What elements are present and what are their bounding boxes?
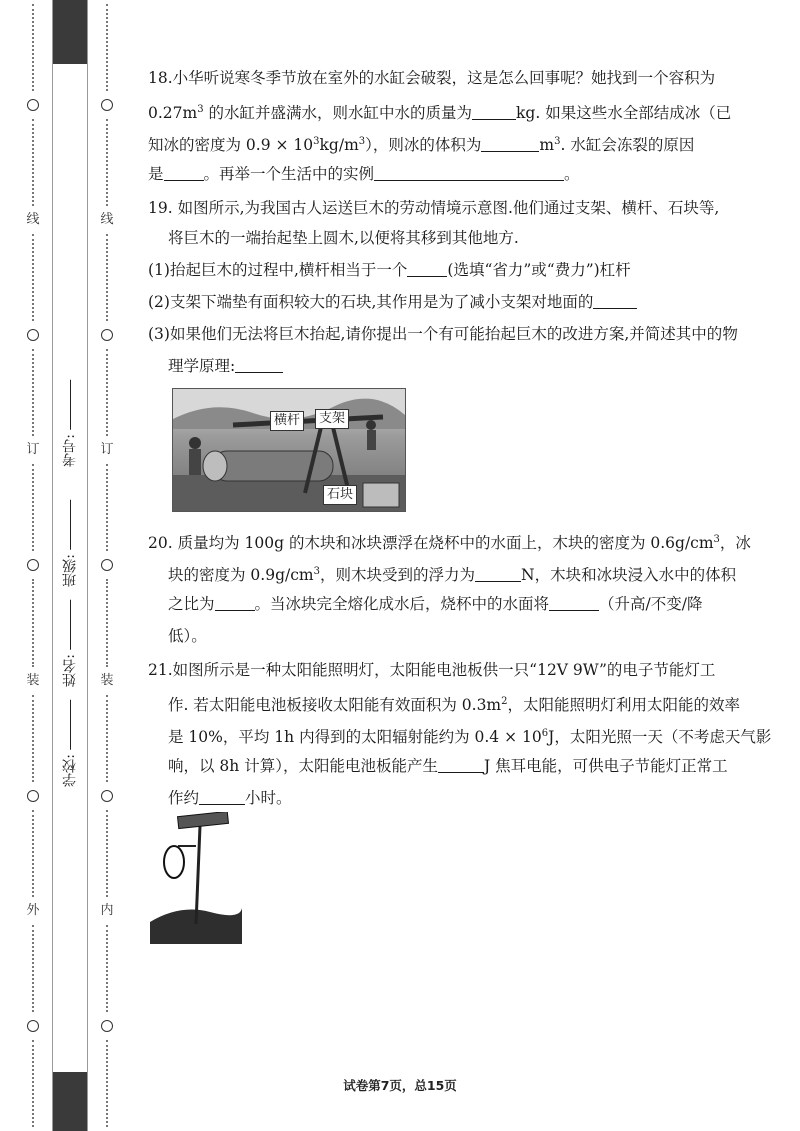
outer-mark-line: 线 (26, 212, 40, 228)
q21-line-2: 作. 若太阳能电池板接收太阳能有效面积为 $0.3m^2$，太阳能照明灯利用太阳能的效率 (168, 696, 741, 715)
q20-line-2: 块的密度为 $0.9g/cm^3$，则木块受到的浮力为 N，木块和冰块浸入水中的体积 (168, 566, 737, 585)
q18-line-1: 18.小华听说寒冬季节放在室外的水缸会破裂，这是怎么回事呢？她找到一个容积为 (148, 69, 716, 87)
q18-line-4: 是 。再举一个生活中的实例 。 (148, 165, 580, 183)
q19-part-2: (2)支架下端垫有面积较大的石块,其作用是为了减小支架对地面的 (148, 286, 778, 318)
outer-binding-line (22, 0, 44, 1131)
ring-mark (27, 1020, 39, 1032)
ring-mark (101, 99, 113, 111)
inner-mark-inside: 内 (100, 902, 114, 918)
q19-principle-blank[interactable] (235, 357, 283, 374)
q20-line-4: 低）。 (168, 627, 207, 645)
ring-mark (27, 790, 39, 802)
name-label: 姓名: (62, 654, 78, 687)
inner-mark-staple: 装 (100, 672, 114, 688)
lever-label: 横杆 (270, 411, 304, 431)
q19-part-3-line-2: 理学原理: (168, 350, 798, 382)
q19-pressure-blank[interactable] (593, 293, 637, 310)
ring-mark (27, 329, 39, 341)
stone-label: 石块 (323, 485, 357, 505)
inner-mark-bind: 订 (100, 442, 114, 458)
q20-line-1: 20. 质量均为 100g 的木块和冰块漂浮在烧杯中的水面上，木块的密度为 $0.6g/cm^3$，冰 (148, 534, 751, 553)
ring-mark (27, 99, 39, 111)
school-field[interactable] (57, 700, 83, 787)
inner-binding-line (96, 0, 118, 1131)
q20-buoyancy-blank[interactable] (475, 566, 521, 583)
school-label: 学校: (62, 754, 78, 787)
q18-example-blank[interactable] (374, 165, 564, 182)
q20-ratio-blank[interactable] (215, 595, 255, 612)
q20-water-level-blank[interactable] (549, 595, 599, 612)
q18-mass-blank[interactable] (472, 104, 516, 121)
ring-mark (101, 329, 113, 341)
outer-mark-outside: 外 (26, 902, 40, 918)
frame-label: 支架 (315, 409, 349, 429)
q21-line-3: 是 10%，平均 1h 内得到的太阳辐射能约为 $0.4 \times 10^6J$，太阳光照一天（不考虑天气影 (168, 728, 772, 747)
class-label: 班级: (62, 554, 78, 587)
exam-number-label: 考号: (62, 434, 78, 467)
student-info-band (52, 0, 88, 1131)
solar-lamp-figure (150, 812, 242, 944)
q19-line-1: 19. 如图所示,为我国古人运送巨木的劳动情境示意图.他们通过支架、横杆、石块等, (148, 199, 720, 217)
q21-hours-blank[interactable] (199, 789, 245, 806)
q21-line-5: 作约 小时。 (168, 789, 292, 807)
log-moving-illustration (173, 389, 405, 511)
q19-lever-type-blank[interactable] (407, 261, 447, 278)
q21-energy-blank[interactable] (438, 757, 484, 774)
q18-volume-blank[interactable] (481, 136, 539, 153)
ring-mark (101, 1020, 113, 1032)
q20-line-3: 之比为 。当冰块完全熔化成水后，烧杯中的水面将 （升高/不变/降 (168, 595, 703, 613)
ring-mark (27, 559, 39, 571)
q19-part-1: (1)抬起巨木的过程中,横杆相当于一个 (选填“省力”或“费力”)杠杆 (148, 261, 631, 279)
page-footer: 试卷第7页，总15页 (343, 1078, 457, 1093)
solar-lamp-illustration (150, 812, 242, 944)
q19-line-2: 将巨木的一端抬起垫上圆木,以便将其移到其他地方. (168, 229, 519, 247)
inner-mark-line: 线 (100, 212, 114, 228)
exam-number-field[interactable] (57, 380, 83, 467)
ring-mark (101, 790, 113, 802)
q18-reason-blank[interactable] (164, 165, 204, 182)
class-field[interactable] (57, 500, 83, 587)
name-field[interactable] (57, 600, 83, 687)
ring-mark (101, 559, 113, 571)
outer-mark-bind: 订 (26, 442, 40, 458)
q21-line-1: 21.如图所示是一种太阳能照明灯，太阳能电池板供一只“12V 9W”的电子节能灯工 (148, 661, 716, 679)
q21-line-4: 响，以 8h 计算），太阳能电池板能产生 J 焦耳电能，可供电子节能灯正常工 (168, 757, 728, 775)
log-moving-figure (172, 388, 406, 512)
q19-part-3: (3)如果他们无法将巨木抬起,请你提出一个有可能抬起巨木的改进方案,并简述其中的物 (148, 325, 738, 343)
q18-line-2: $0.27m^3$ 的水缸并盛满水，则水缸中水的质量为 kg. 如果这些水全部结成冰（已 (148, 104, 732, 123)
q18-line-3: 知冰的密度为 $0.9 \times 10^3kg/m^3$），则冰的体积为 $m^3$. 水缸会冻裂的原因 (148, 136, 695, 155)
outer-mark-staple: 装 (26, 672, 40, 688)
band-top-block (53, 0, 87, 64)
